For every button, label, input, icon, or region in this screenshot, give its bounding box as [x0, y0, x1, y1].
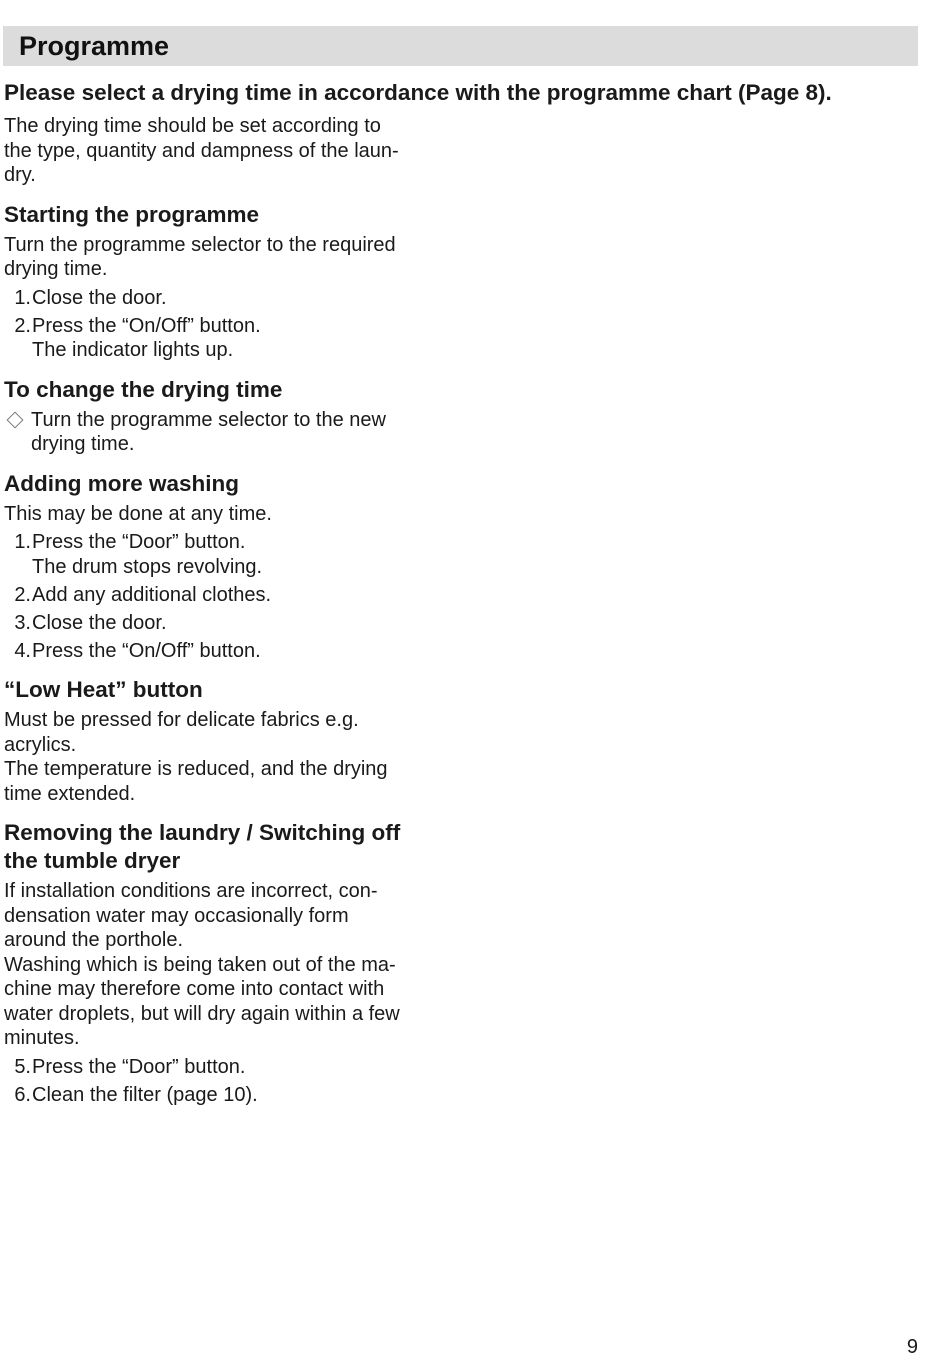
step-text	[32, 286, 444, 311]
step-line: Press the “Door” button.	[32, 531, 246, 553]
step-line: Close the door.	[32, 286, 167, 309]
content-column	[4, 110, 444, 1120]
low-heat-section	[4, 676, 444, 806]
step-line: The indicator lights up.	[32, 339, 234, 361]
step-text: Add any additional clothes.	[32, 583, 272, 606]
step-number: 3.	[14, 611, 31, 634]
step-line: Press the “On/Off” button.	[32, 314, 261, 337]
text-line: chine may therefore come into contact with	[4, 978, 385, 1000]
text-line: around the porthole.	[4, 929, 184, 951]
step-number: 2.	[14, 583, 31, 606]
steps-list	[4, 1055, 444, 1108]
section-heading-starting: Starting the programme	[4, 201, 260, 227]
step-item	[4, 611, 444, 636]
bullet-item	[4, 408, 444, 457]
step-text	[32, 314, 444, 363]
section-heading-adding: Adding more washing	[4, 470, 240, 496]
steps-list	[4, 530, 444, 663]
step-text: Close the door.	[32, 611, 167, 634]
steps-list	[4, 286, 444, 363]
text-line: This may be done at any time.	[4, 502, 272, 525]
removing-section	[4, 819, 444, 1107]
step-item	[4, 530, 444, 579]
text-line: Turn the programme selector to the required	[4, 233, 396, 256]
step-number: 5.	[14, 1055, 31, 1078]
text-line: The temperature is reduced, and the drying	[4, 758, 388, 780]
intro-line: dry.	[4, 164, 36, 186]
text-line: minutes.	[4, 1027, 80, 1049]
step-number: 6.	[14, 1083, 31, 1106]
step-item	[4, 639, 444, 664]
adding-section	[4, 470, 444, 664]
step-item	[4, 314, 444, 363]
step-text: Clean the filter (page 10).	[32, 1083, 258, 1106]
diamond-bullet-icon	[4, 408, 31, 457]
step-number: 4.	[14, 639, 31, 662]
step-item	[4, 286, 444, 311]
section-heading-low-heat: “Low Heat” button	[4, 677, 203, 702]
bullet-text	[31, 408, 386, 457]
bullet-line: Turn the programme selector to the new	[31, 408, 386, 431]
step-item	[4, 583, 444, 608]
intro-section	[4, 114, 444, 188]
page-title: Programme	[19, 31, 170, 61]
section-heading-change: To change the drying time	[4, 376, 283, 402]
step-item	[4, 1055, 444, 1080]
text-line: Washing which is being taken out of the ma-	[4, 953, 396, 976]
page-number: 9	[906, 1336, 918, 1358]
lead-instruction: Please select a drying time in accordance with the programme chart (Page 8).	[4, 80, 832, 105]
text-line: If installation conditions are incorrect, con-	[4, 880, 378, 902]
step-number: 1.	[14, 286, 31, 309]
intro-line: the type, quantity and dampness of the laun-	[4, 139, 399, 162]
section-heading-removing	[4, 819, 444, 875]
bullet-line: drying time.	[31, 433, 135, 455]
heading-line: Removing the laundry / Switching off	[4, 820, 401, 845]
heading-line: the tumble dryer	[4, 848, 181, 873]
step-text	[32, 530, 444, 579]
text-line: drying time.	[4, 258, 108, 280]
intro-line: The drying time should be set according to	[4, 115, 381, 137]
text-line: acrylics.	[4, 733, 77, 756]
text-line: time extended.	[4, 782, 136, 805]
text-line: Must be pressed for delicate fabrics e.g.	[4, 709, 359, 731]
step-number: 1.	[14, 531, 31, 553]
step-text: Press the “On/Off” button.	[32, 639, 261, 662]
starting-section	[4, 201, 444, 363]
text-line: water droplets, but will dry again within a few	[4, 1002, 400, 1025]
step-line: The drum stops revolving.	[32, 555, 263, 578]
change-time-section	[4, 376, 444, 457]
step-item	[4, 1083, 444, 1108]
step-text: Press the “Door” button.	[32, 1055, 246, 1078]
text-line: densation water may occasionally form	[4, 904, 349, 927]
step-number: 2.	[14, 314, 31, 337]
section-title-bar	[3, 26, 918, 66]
